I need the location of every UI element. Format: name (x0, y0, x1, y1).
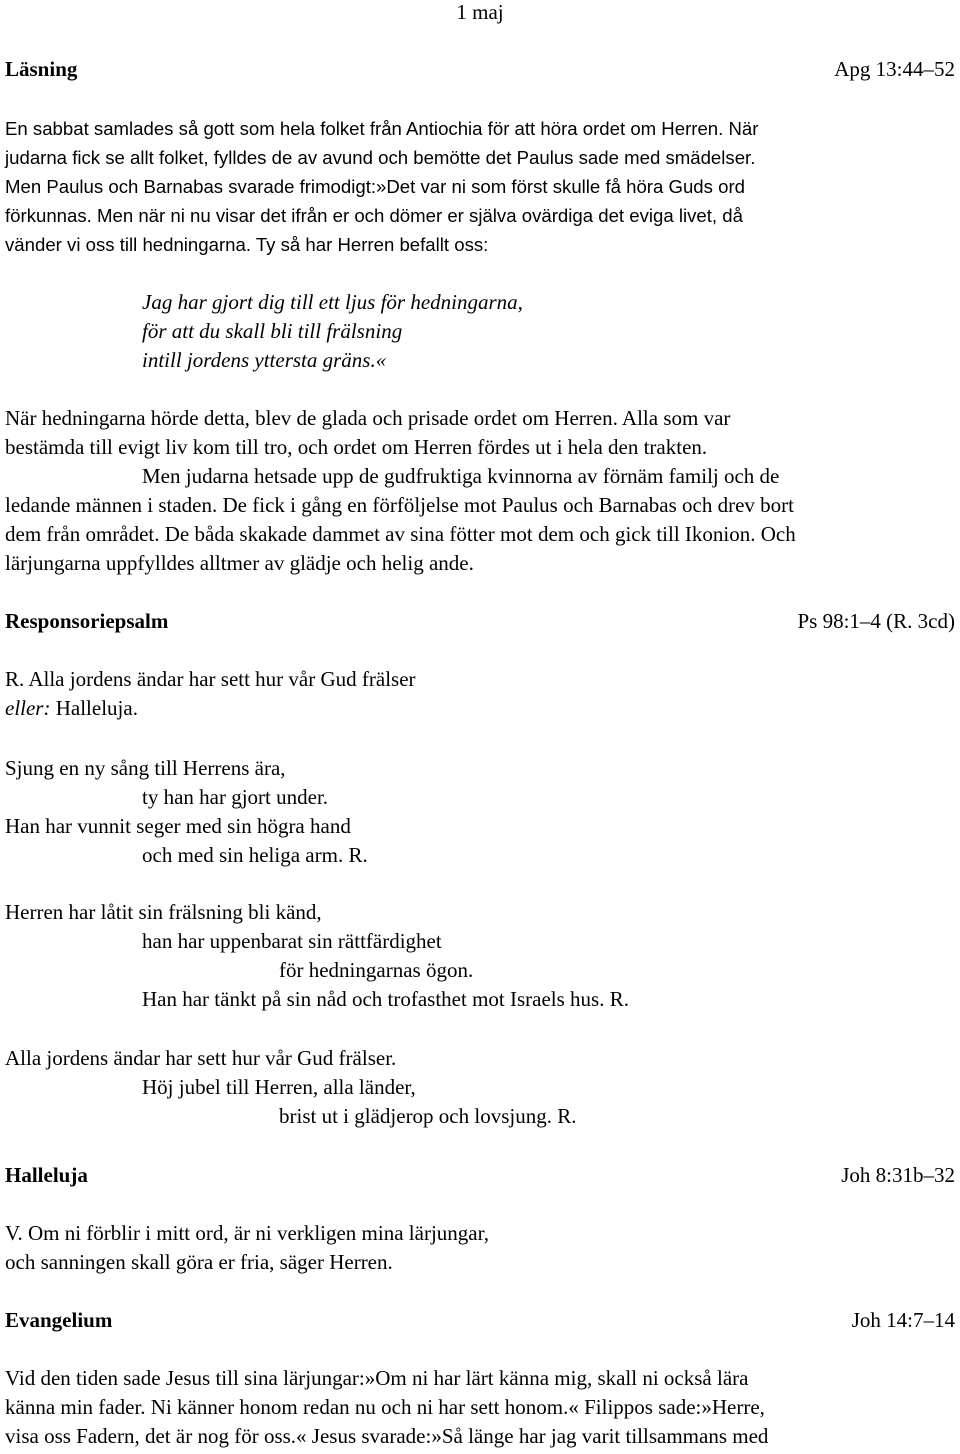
verse-line: Sjung en ny sång till Herrens ära, (5, 756, 286, 780)
text-line: Men judarna hetsade upp de gudfruktiga kvinnorna av förnäm familj och de (142, 464, 780, 488)
text-line: vänder vi oss till hedningarna. Ty så har Herren befallt oss: (5, 234, 489, 255)
verse-line: V. Om ni förblir i mitt ord, är ni verkligen mina lärjungar, (5, 1221, 490, 1245)
section-header-responsoriepsalm (5, 607, 955, 636)
psalm-stanza-2 (5, 898, 955, 1014)
quote-line: Jag har gjort dig till ett ljus för hedningarna, (142, 290, 523, 314)
gospel-text (5, 1364, 955, 1451)
psalm-refrain (5, 665, 955, 723)
verse-line: för hedningarnas ögon. (279, 958, 474, 982)
text-line: känna min fader. Ni känner honom redan nu och ni har sett honom.« Filippos sade:»Herre, (5, 1395, 765, 1419)
verse-line: ty han har gjort under. (142, 785, 329, 809)
verse-line: Höj jubel till Herren, alla länder, (142, 1075, 416, 1099)
verse-line: han har uppenbarat sin rättfärdighet (142, 929, 442, 953)
verse-line: och sanningen skall göra er fria, säger Herren. (5, 1250, 393, 1274)
refrain-alternative (5, 694, 955, 723)
section-title: Halleluja (5, 1163, 88, 1187)
reading-text (5, 114, 955, 259)
section-header-halleluja (5, 1161, 955, 1190)
text-line: Men Paulus och Barnabas svarade frimodigt:»Det var ni som först skulle få höra Guds ord (5, 176, 745, 197)
verse-line: brist ut i glädjerop och lovsjung. R. (279, 1104, 577, 1128)
reading-continuation (5, 404, 955, 578)
section-title: Evangelium (5, 1308, 113, 1332)
text-line: visa oss Fadern, det är nog för oss.« Jesus svarade:»Så länge har jag varit tillsammans med (5, 1424, 769, 1448)
text-line: lärjungarna uppfylldes alltmer av glädje och helig ande. (5, 551, 474, 575)
text-line: dem från området. De båda skakade dammet av sina fötter mot dem och gick till Ikonion. Och (5, 522, 796, 546)
text-line: Vid den tiden sade Jesus till sina lärjungar:»Om ni har lärt känna mig, skall ni också lära (5, 1366, 749, 1390)
section-reference: Joh 8:31b–32 (841, 1163, 955, 1187)
alt-label: eller: (5, 696, 51, 720)
section-reference: Apg 13:44–52 (834, 57, 955, 81)
text-line: judarna fick se allt folket, fylldes de av avund och bemötte det Paulus sade med smädelser. (5, 147, 756, 168)
page-date: 1 maj (456, 0, 504, 24)
section-title: Läsning (5, 57, 78, 81)
reading-quote (5, 288, 955, 375)
psalm-stanza-1 (5, 754, 955, 870)
section-title: Responsoriepsalm (5, 609, 169, 633)
refrain-line: R. Alla jordens ändar har sett hur vår Gud frälser (5, 667, 416, 691)
text-line: När hedningarna hörde detta, blev de glada och prisade ordet om Herren. Alla som var (5, 406, 731, 430)
verse-line: Herren har låtit sin frälsning bli känd, (5, 900, 322, 924)
halleluja-verse (5, 1219, 955, 1277)
text-line: ledande männen i staden. De fick i gång en förföljelse mot Paulus och Barnabas och drev bort (5, 493, 795, 517)
section-reference: Ps 98:1–4 (R. 3cd) (797, 609, 955, 633)
psalm-stanza-3 (5, 1044, 955, 1131)
verse-line: Han har vunnit seger med sin högra hand (5, 814, 351, 838)
verse-line: Alla jordens ändar har sett hur vår Gud frälser. (5, 1046, 397, 1070)
section-header-evangelium (5, 1306, 955, 1335)
quote-line: intill jordens yttersta gräns.« (142, 348, 387, 372)
verse-line: Han har tänkt på sin nåd och trofasthet mot Israels hus. R. (142, 987, 629, 1011)
text-line: förkunnas. Men när ni nu visar det ifrån er och dömer er själva ovärdiga det eviga livet, då (5, 205, 743, 226)
verse-line: och med sin heliga arm. R. (142, 843, 368, 867)
text-line: bestämda till evigt liv kom till tro, och ordet om Herren fördes ut i hela den trakten. (5, 435, 708, 459)
quote-line: för att du skall bli till frälsning (142, 319, 403, 343)
text-line: En sabbat samlades så gott som hela folket från Antiochia för att höra ordet om Herren. När (5, 118, 759, 139)
section-reference: Joh 14:7–14 (851, 1308, 955, 1332)
section-header-lasning (5, 55, 955, 84)
alt-text: Halleluja. (50, 696, 138, 720)
